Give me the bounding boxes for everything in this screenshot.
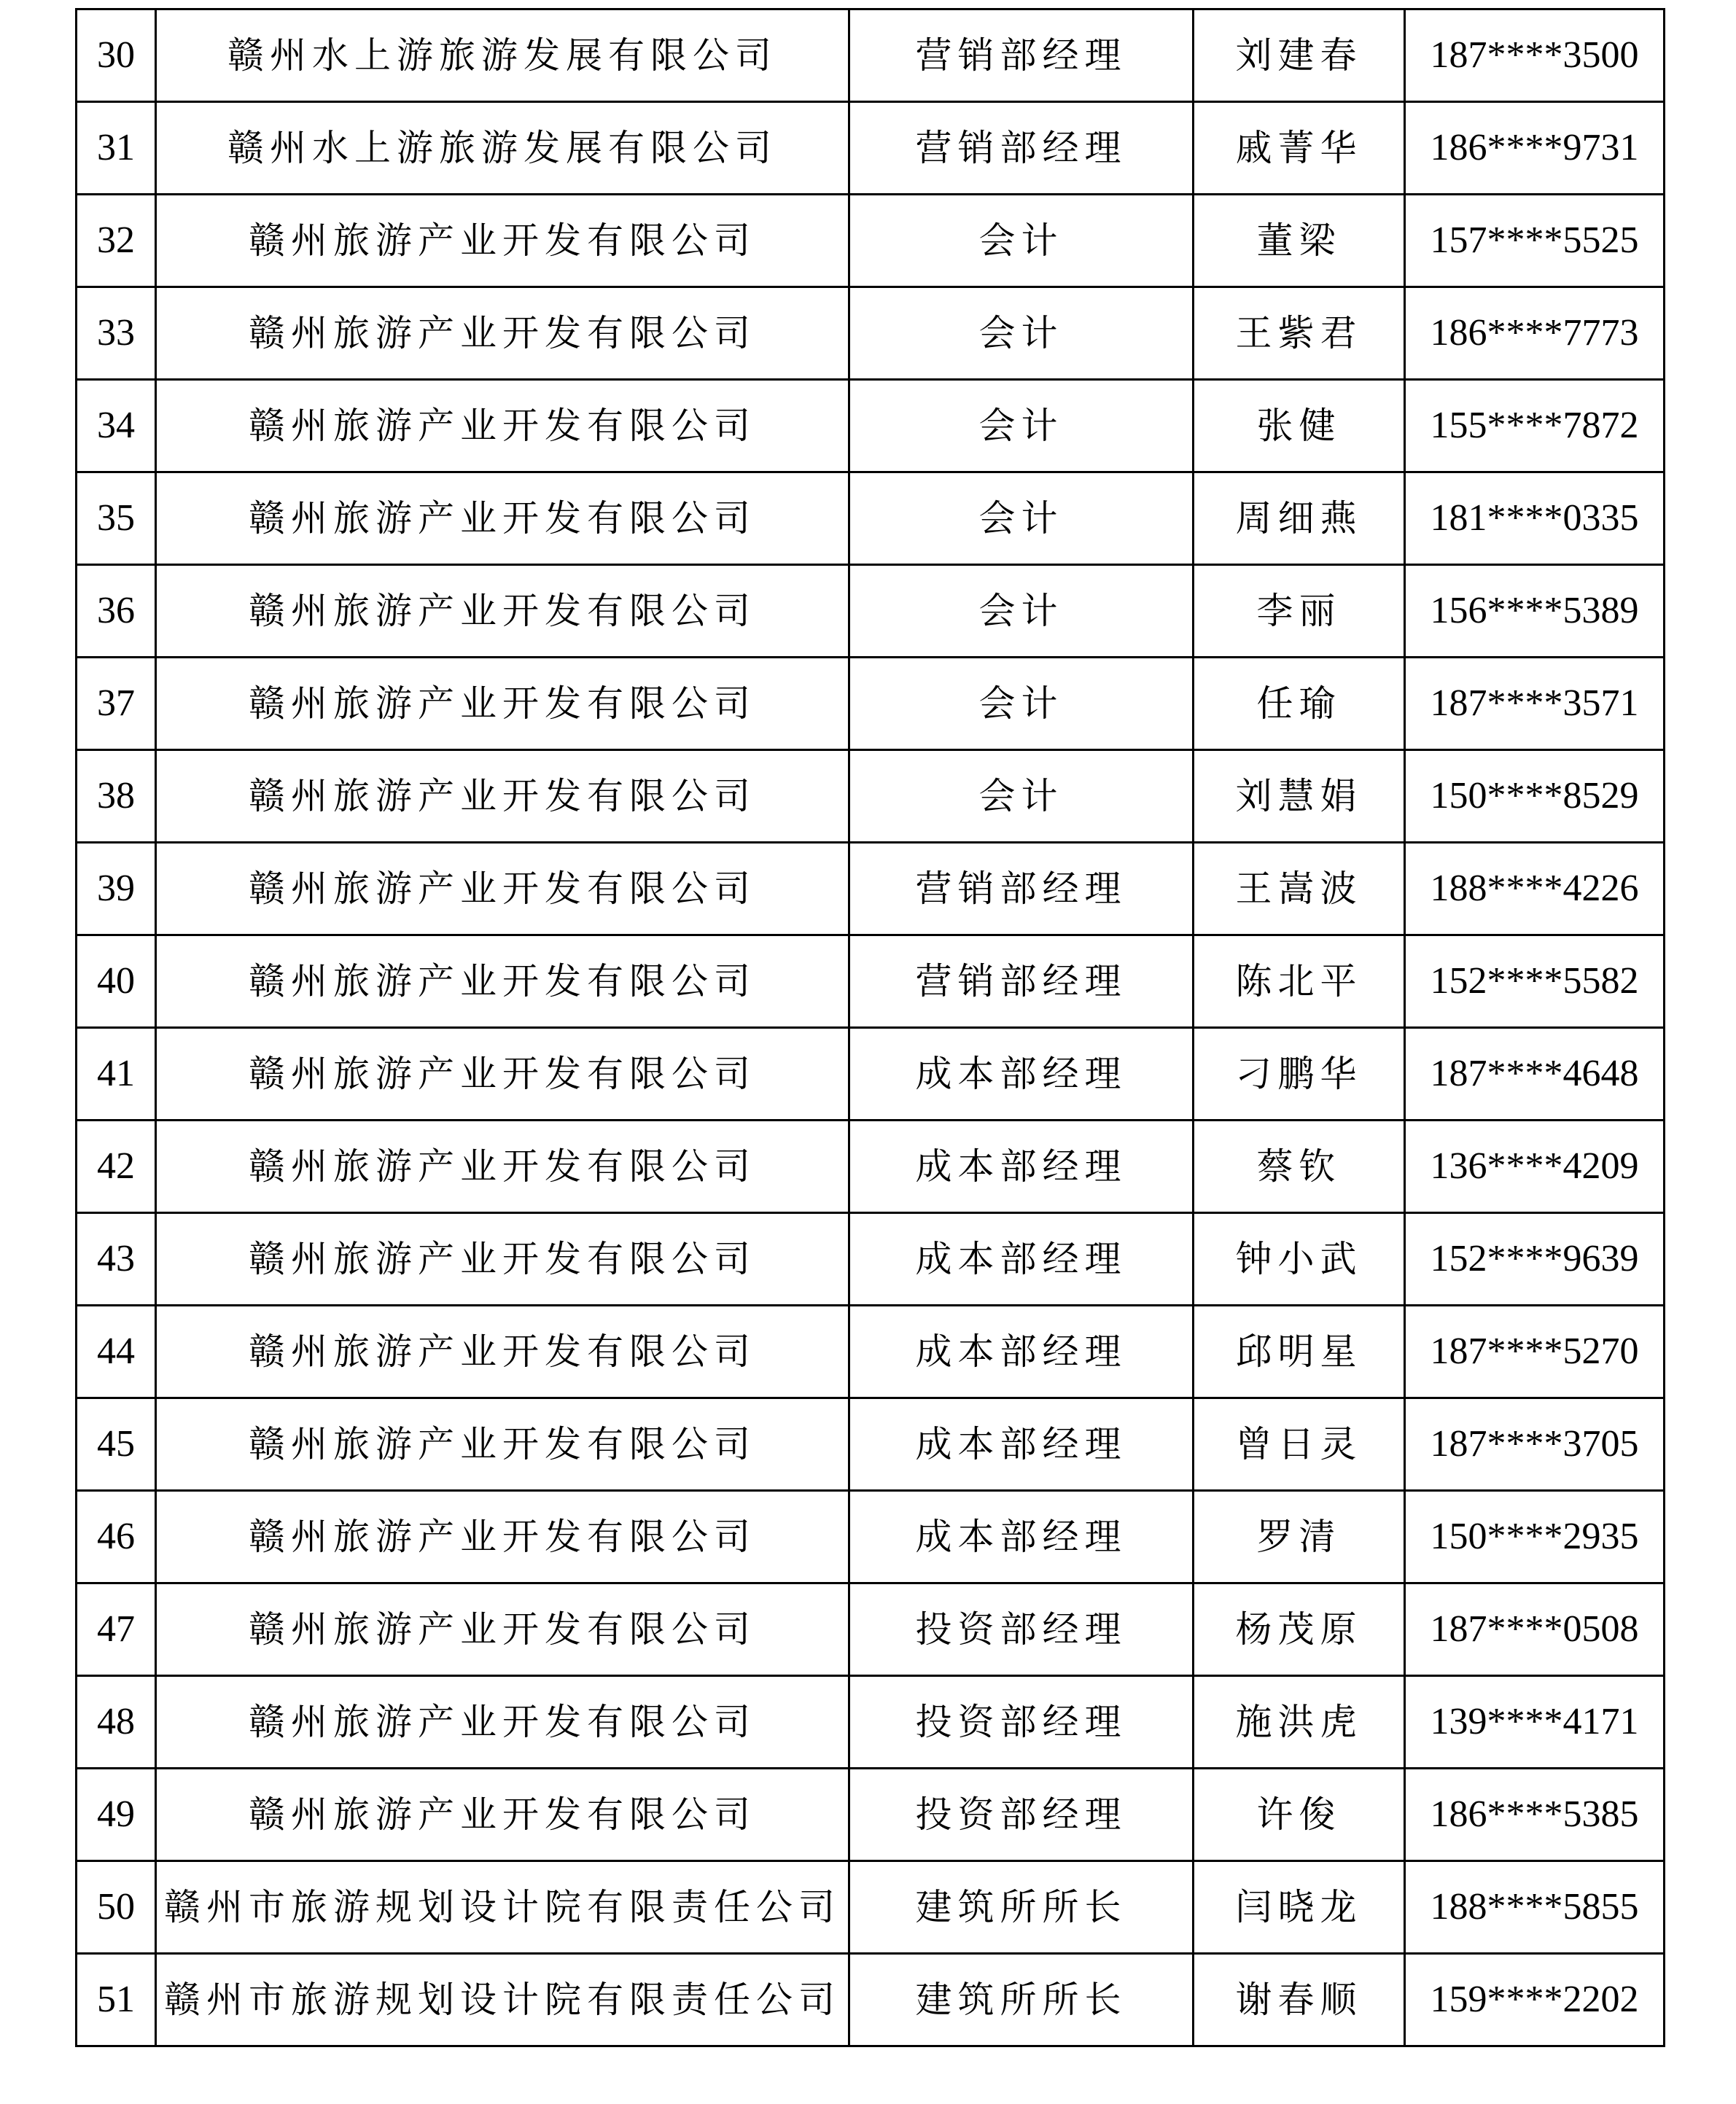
- phone-cell: 188****4226: [1405, 843, 1665, 935]
- table-row: [77, 843, 1665, 935]
- phone-cell: 187****3500: [1405, 9, 1665, 102]
- phone-cell: 152****5582: [1405, 935, 1665, 1028]
- position-cell: 成本部经理: [849, 1398, 1194, 1491]
- phone-cell: 150****2935: [1405, 1491, 1665, 1583]
- phone-cell: 187****3571: [1405, 658, 1665, 750]
- row-number-cell: 49: [77, 1769, 156, 1861]
- table-row: [77, 658, 1665, 750]
- row-number-cell: 40: [77, 935, 156, 1028]
- table-row: [77, 1676, 1665, 1769]
- company-cell: 赣州旅游产业开发有限公司: [156, 935, 849, 1028]
- position-cell: 会计: [849, 380, 1194, 472]
- row-number-cell: 50: [77, 1861, 156, 1954]
- position-cell: 会计: [849, 195, 1194, 287]
- row-number-cell: 44: [77, 1306, 156, 1398]
- name-cell: 戚菁华: [1194, 102, 1405, 195]
- company-cell: 赣州旅游产业开发有限公司: [156, 1306, 849, 1398]
- row-number-cell: 45: [77, 1398, 156, 1491]
- row-number-cell: 41: [77, 1028, 156, 1121]
- phone-cell: 156****5389: [1405, 565, 1665, 658]
- row-number-cell: 42: [77, 1121, 156, 1213]
- phone-cell: 187****5270: [1405, 1306, 1665, 1398]
- position-cell: 会计: [849, 750, 1194, 843]
- position-cell: 建筑所所长: [849, 1861, 1194, 1954]
- name-cell: 李丽: [1194, 565, 1405, 658]
- row-number-cell: 37: [77, 658, 156, 750]
- name-cell: 钟小武: [1194, 1213, 1405, 1306]
- phone-cell: 159****2202: [1405, 1954, 1665, 2046]
- position-cell: 成本部经理: [849, 1306, 1194, 1398]
- company-cell: 赣州旅游产业开发有限公司: [156, 1491, 849, 1583]
- company-cell: 赣州旅游产业开发有限公司: [156, 1676, 849, 1769]
- company-cell: 赣州旅游产业开发有限公司: [156, 380, 849, 472]
- table-row: [77, 1583, 1665, 1676]
- table-row: [77, 102, 1665, 195]
- table-body: [77, 9, 1665, 2046]
- name-cell: 曾日灵: [1194, 1398, 1405, 1491]
- position-cell: 会计: [849, 565, 1194, 658]
- table-row: [77, 1398, 1665, 1491]
- phone-cell: 186****7773: [1405, 287, 1665, 380]
- row-number-cell: 35: [77, 472, 156, 565]
- table-row: [77, 1769, 1665, 1861]
- name-cell: 邱明星: [1194, 1306, 1405, 1398]
- company-cell: 赣州旅游产业开发有限公司: [156, 195, 849, 287]
- phone-cell: 136****4209: [1405, 1121, 1665, 1213]
- table-row: [77, 750, 1665, 843]
- name-cell: 刘建春: [1194, 9, 1405, 102]
- table-row: [77, 195, 1665, 287]
- company-cell: 赣州旅游产业开发有限公司: [156, 1213, 849, 1306]
- position-cell: 投资部经理: [849, 1583, 1194, 1676]
- company-cell: 赣州旅游产业开发有限公司: [156, 658, 849, 750]
- position-cell: 营销部经理: [849, 9, 1194, 102]
- name-cell: 谢春顺: [1194, 1954, 1405, 2046]
- table-row: [77, 380, 1665, 472]
- phone-cell: 187****3705: [1405, 1398, 1665, 1491]
- position-cell: 会计: [849, 472, 1194, 565]
- position-cell: 成本部经理: [849, 1028, 1194, 1121]
- name-cell: 蔡钦: [1194, 1121, 1405, 1213]
- table-row: [77, 1121, 1665, 1213]
- row-number-cell: 51: [77, 1954, 156, 2046]
- company-cell: 赣州旅游产业开发有限公司: [156, 750, 849, 843]
- company-cell: 赣州旅游产业开发有限公司: [156, 1769, 849, 1861]
- company-cell: 赣州水上游旅游发展有限公司: [156, 9, 849, 102]
- phone-cell: 152****9639: [1405, 1213, 1665, 1306]
- phone-cell: 157****5525: [1405, 195, 1665, 287]
- row-number-cell: 43: [77, 1213, 156, 1306]
- table-row: [77, 1861, 1665, 1954]
- company-cell: 赣州旅游产业开发有限公司: [156, 1398, 849, 1491]
- name-cell: 任瑜: [1194, 658, 1405, 750]
- phone-cell: 139****4171: [1405, 1676, 1665, 1769]
- phone-cell: 187****0508: [1405, 1583, 1665, 1676]
- table-row: [77, 935, 1665, 1028]
- name-cell: 闫晓龙: [1194, 1861, 1405, 1954]
- row-number-cell: 36: [77, 565, 156, 658]
- company-cell: 赣州市旅游规划设计院有限责任公司: [156, 1954, 849, 2046]
- table-row: [77, 287, 1665, 380]
- name-cell: 王紫君: [1194, 287, 1405, 380]
- position-cell: 营销部经理: [849, 935, 1194, 1028]
- phone-cell: 186****9731: [1405, 102, 1665, 195]
- company-cell: 赣州旅游产业开发有限公司: [156, 287, 849, 380]
- row-number-cell: 31: [77, 102, 156, 195]
- company-cell: 赣州市旅游规划设计院有限责任公司: [156, 1861, 849, 1954]
- position-cell: 成本部经理: [849, 1491, 1194, 1583]
- position-cell: 成本部经理: [849, 1121, 1194, 1213]
- position-cell: 投资部经理: [849, 1676, 1194, 1769]
- row-number-cell: 39: [77, 843, 156, 935]
- phone-cell: 186****5385: [1405, 1769, 1665, 1861]
- row-number-cell: 30: [77, 9, 156, 102]
- name-cell: 周细燕: [1194, 472, 1405, 565]
- phone-cell: 187****4648: [1405, 1028, 1665, 1121]
- phone-cell: 188****5855: [1405, 1861, 1665, 1954]
- table-row: [77, 9, 1665, 102]
- row-number-cell: 38: [77, 750, 156, 843]
- table-row: [77, 1028, 1665, 1121]
- phone-cell: 181****0335: [1405, 472, 1665, 565]
- table-row: [77, 1306, 1665, 1398]
- table-row: [77, 1491, 1665, 1583]
- name-cell: 陈北平: [1194, 935, 1405, 1028]
- row-number-cell: 32: [77, 195, 156, 287]
- company-cell: 赣州旅游产业开发有限公司: [156, 1583, 849, 1676]
- company-cell: 赣州水上游旅游发展有限公司: [156, 102, 849, 195]
- phone-cell: 155****7872: [1405, 380, 1665, 472]
- company-cell: 赣州旅游产业开发有限公司: [156, 1121, 849, 1213]
- row-number-cell: 48: [77, 1676, 156, 1769]
- position-cell: 成本部经理: [849, 1213, 1194, 1306]
- position-cell: 投资部经理: [849, 1769, 1194, 1861]
- phone-cell: 150****8529: [1405, 750, 1665, 843]
- position-cell: 营销部经理: [849, 102, 1194, 195]
- company-cell: 赣州旅游产业开发有限公司: [156, 472, 849, 565]
- position-cell: 营销部经理: [849, 843, 1194, 935]
- table-row: [77, 1954, 1665, 2046]
- company-cell: 赣州旅游产业开发有限公司: [156, 843, 849, 935]
- name-cell: 施洪虎: [1194, 1676, 1405, 1769]
- position-cell: 会计: [849, 287, 1194, 380]
- row-number-cell: 33: [77, 287, 156, 380]
- row-number-cell: 34: [77, 380, 156, 472]
- name-cell: 杨茂原: [1194, 1583, 1405, 1676]
- row-number-cell: 47: [77, 1583, 156, 1676]
- table-row: [77, 1213, 1665, 1306]
- name-cell: 刁鹏华: [1194, 1028, 1405, 1121]
- name-cell: 王嵩波: [1194, 843, 1405, 935]
- name-cell: 张健: [1194, 380, 1405, 472]
- name-cell: 许俊: [1194, 1769, 1405, 1861]
- name-cell: 刘慧娟: [1194, 750, 1405, 843]
- name-cell: 罗清: [1194, 1491, 1405, 1583]
- position-cell: 建筑所所长: [849, 1954, 1194, 2046]
- name-cell: 董梁: [1194, 195, 1405, 287]
- personnel-table: [75, 8, 1665, 2047]
- company-cell: 赣州旅游产业开发有限公司: [156, 1028, 849, 1121]
- table-row: [77, 472, 1665, 565]
- row-number-cell: 46: [77, 1491, 156, 1583]
- company-cell: 赣州旅游产业开发有限公司: [156, 565, 849, 658]
- position-cell: 会计: [849, 658, 1194, 750]
- table-row: [77, 565, 1665, 658]
